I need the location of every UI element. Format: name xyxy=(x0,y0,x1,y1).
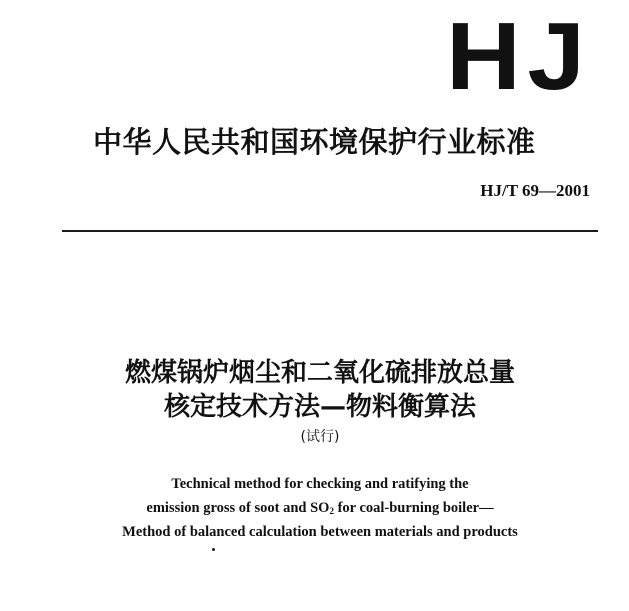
english-title-line-2-end: for coal-burning boiler— xyxy=(333,500,494,516)
header-divider xyxy=(62,230,598,232)
chinese-title xyxy=(60,356,580,424)
so2-subscript: 2 xyxy=(329,506,334,516)
english-title xyxy=(60,472,580,544)
english-title-line-1: Technical method for checking and ratifying the xyxy=(171,476,469,492)
trial-label: (试行) xyxy=(300,429,340,445)
english-title-line-2 xyxy=(60,496,580,520)
chinese-title-line-2: 核定技术方法—物料衡算法 xyxy=(163,392,476,422)
english-title-line-2-start: emission gross of soot and SO xyxy=(146,500,330,516)
hj-logo: HJ xyxy=(446,3,592,110)
english-title-line-3: Method of balanced calculation between materials and products xyxy=(122,524,518,540)
scan-speck xyxy=(212,548,215,551)
standard-category-title: 中华人民共和国环境保护行业标准 xyxy=(93,125,536,159)
standard-code: HJ/T 69—2001 xyxy=(480,181,590,200)
chinese-title-line-1: 燃煤锅炉烟尘和二氧化硫排放总量 xyxy=(124,358,515,388)
